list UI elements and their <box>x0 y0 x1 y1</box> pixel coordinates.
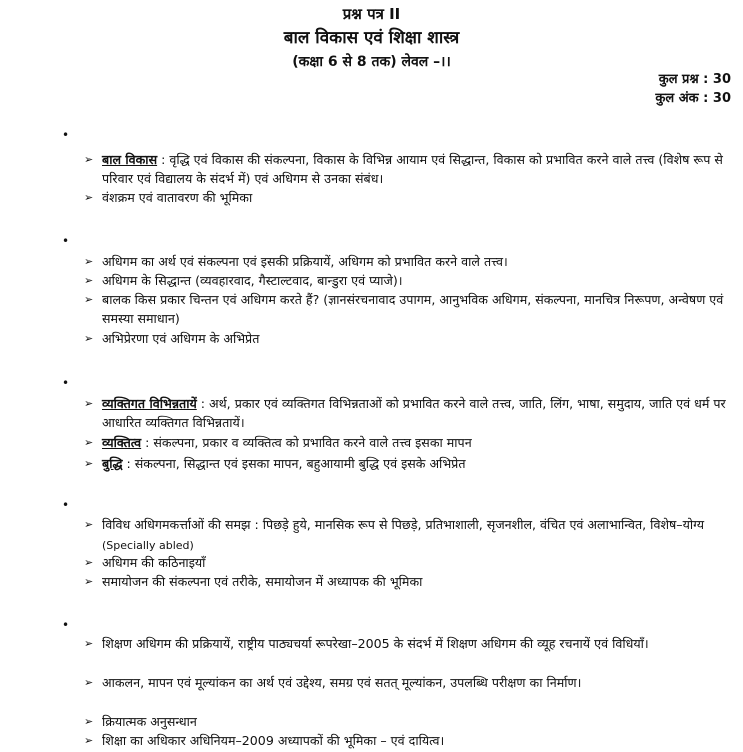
list-item <box>84 572 736 591</box>
list-item <box>84 454 736 473</box>
arrow-icon: ➢ <box>84 637 94 650</box>
item-text: शिक्षा का अधिकार अधिनियम–2009 अध्यापकों की भूमिका – एवं दायित्व। <box>102 733 445 748</box>
item-text: : संकल्पना, सिद्धान्त एवं इसका मापन, बहुआयामी बुद्धि एवं इसके अभिप्रेत <box>122 456 466 471</box>
list-item <box>84 673 736 692</box>
arrow-icon: ➢ <box>84 436 94 449</box>
item-text: अधिगम की कठिनाइयाँ <box>102 555 206 570</box>
section-bullet: • <box>62 376 70 390</box>
item-text: अधिगम का अर्थ एवं संकल्पना एवं इसकी प्रक्रियायें, अधिगम को प्रभावित करने वाले तत्त्व। <box>102 254 508 269</box>
arrow-icon: ➢ <box>84 293 94 306</box>
arrow-icon: ➢ <box>84 274 94 287</box>
item-text: वंशक्रम एवं वातावरण की भूमिका <box>102 190 253 205</box>
arrow-icon: ➢ <box>84 191 94 204</box>
arrow-icon: ➢ <box>84 332 94 345</box>
item-term: बुद्धि <box>102 456 123 471</box>
item-text: आकलन, मापन एवं मूल्यांकन का अर्थ एवं उद्देश्य, समग्र एवं सतत् मूल्यांकन, उपलब्धि परीक्षण का निर्माण। <box>102 675 582 690</box>
total-questions: कुल प्रश्न : 30 <box>658 72 731 87</box>
list-item <box>84 515 736 555</box>
level-line: (कक्षा 6 से 8 तक) लेवल –।। <box>292 54 451 70</box>
arrow-icon: ➢ <box>84 457 94 470</box>
list-item <box>84 433 736 452</box>
section-bullet: • <box>62 128 70 142</box>
item-text: विविध अधिगमकर्त्ताओं की समझ : पिछड़े हुये, मानसिक रूप से पिछड़े, प्रतिभाशाली, सृजनशील, वंचित एवं अलाभान्वित, विशेष–योग्य <box>102 517 704 532</box>
list-item <box>84 394 736 432</box>
item-text: शिक्षण अधिगम की प्रक्रियायें, राष्ट्रीय पाठ्यचर्या रूपरेखा–2005 के संदर्भ में शिक्षण अधिगम की व्यूह रचनायें एवं विधियाँ। <box>102 636 649 651</box>
section-bullet: • <box>62 618 70 632</box>
item-text: अभिप्रेरणा एवं अधिगम के अभिप्रेत <box>102 331 260 346</box>
arrow-icon: ➢ <box>84 734 94 747</box>
list-item <box>84 252 736 271</box>
item-text: अधिगम के सिद्धान्त (व्यवहारवाद, गैस्टाल्टवाद, बान्डुरा एवं प्याजे)। <box>102 273 403 288</box>
paper-number: प्रश्न पत्र II <box>342 5 401 23</box>
item-text: क्रियात्मक अनुसन्धान <box>102 714 197 729</box>
arrow-icon: ➢ <box>84 397 94 410</box>
arrow-icon: ➢ <box>84 575 94 588</box>
item-term: व्यक्तित्व <box>102 435 142 450</box>
item-text: : अर्थ, प्रकार एवं व्यक्तिगत विभिन्नताओं को प्रभावित करने वाले तत्त्व, जाति, लिंग, भाषा, समुदाय, जाति एवं धर्म पर आधारित व्यक्तिगत विभिन्नतायें। <box>102 396 726 430</box>
section-bullet: • <box>62 234 70 248</box>
totals-box <box>655 70 731 108</box>
item-term: व्यक्तिगत विभिन्नतायें <box>102 396 197 411</box>
list-item <box>84 634 736 653</box>
item-text: : वृद्धि एवं विकास की संकल्पना, विकास के विभिन्न आयाम एवं सिद्धान्त, विकास को प्रभावित करने वाले तत्त्व (विशेष रूप से परिवार एवं विद्यालय के संदर्भ में) एवं अधिगम से उनका संबंध। <box>102 152 723 186</box>
list-item <box>84 712 736 731</box>
arrow-icon: ➢ <box>84 715 94 728</box>
list-item <box>84 290 736 328</box>
item-text: बालक किस प्रकार चिन्तन एवं अधिगम करते हैं? (ज्ञानसंरचनावाद उपागम, आनुभविक अधिगम, संकल्पना, मानचित्र निरूपण, अन्वेषण एवं समस्या समाधान) <box>102 292 724 326</box>
paper-header <box>0 2 743 74</box>
arrow-icon: ➢ <box>84 255 94 268</box>
list-item <box>84 188 736 207</box>
arrow-icon: ➢ <box>84 518 94 531</box>
item-term: बाल विकास <box>102 152 158 167</box>
list-item <box>84 329 736 348</box>
arrow-icon: ➢ <box>84 556 94 569</box>
list-item <box>84 553 736 572</box>
arrow-icon: ➢ <box>84 153 94 166</box>
subject-title: बाल विकास एवं शिक्षा शास्त्र <box>283 28 460 48</box>
item-text: समायोजन की संकल्पना एवं तरीके, समायोजन में अध्यापक की भूमिका <box>102 574 423 589</box>
list-item <box>84 271 736 290</box>
item-text: : संकल्पना, प्रकार व व्यक्तित्व को प्रभावित करने वाले तत्त्व इसका मापन <box>141 435 472 450</box>
section-bullet: • <box>62 498 70 512</box>
list-item <box>84 150 736 188</box>
total-marks: कुल अंक : 30 <box>655 91 731 106</box>
list-item <box>84 731 736 750</box>
arrow-icon: ➢ <box>84 676 94 689</box>
item-english-note: (Specially abled) <box>102 539 194 552</box>
